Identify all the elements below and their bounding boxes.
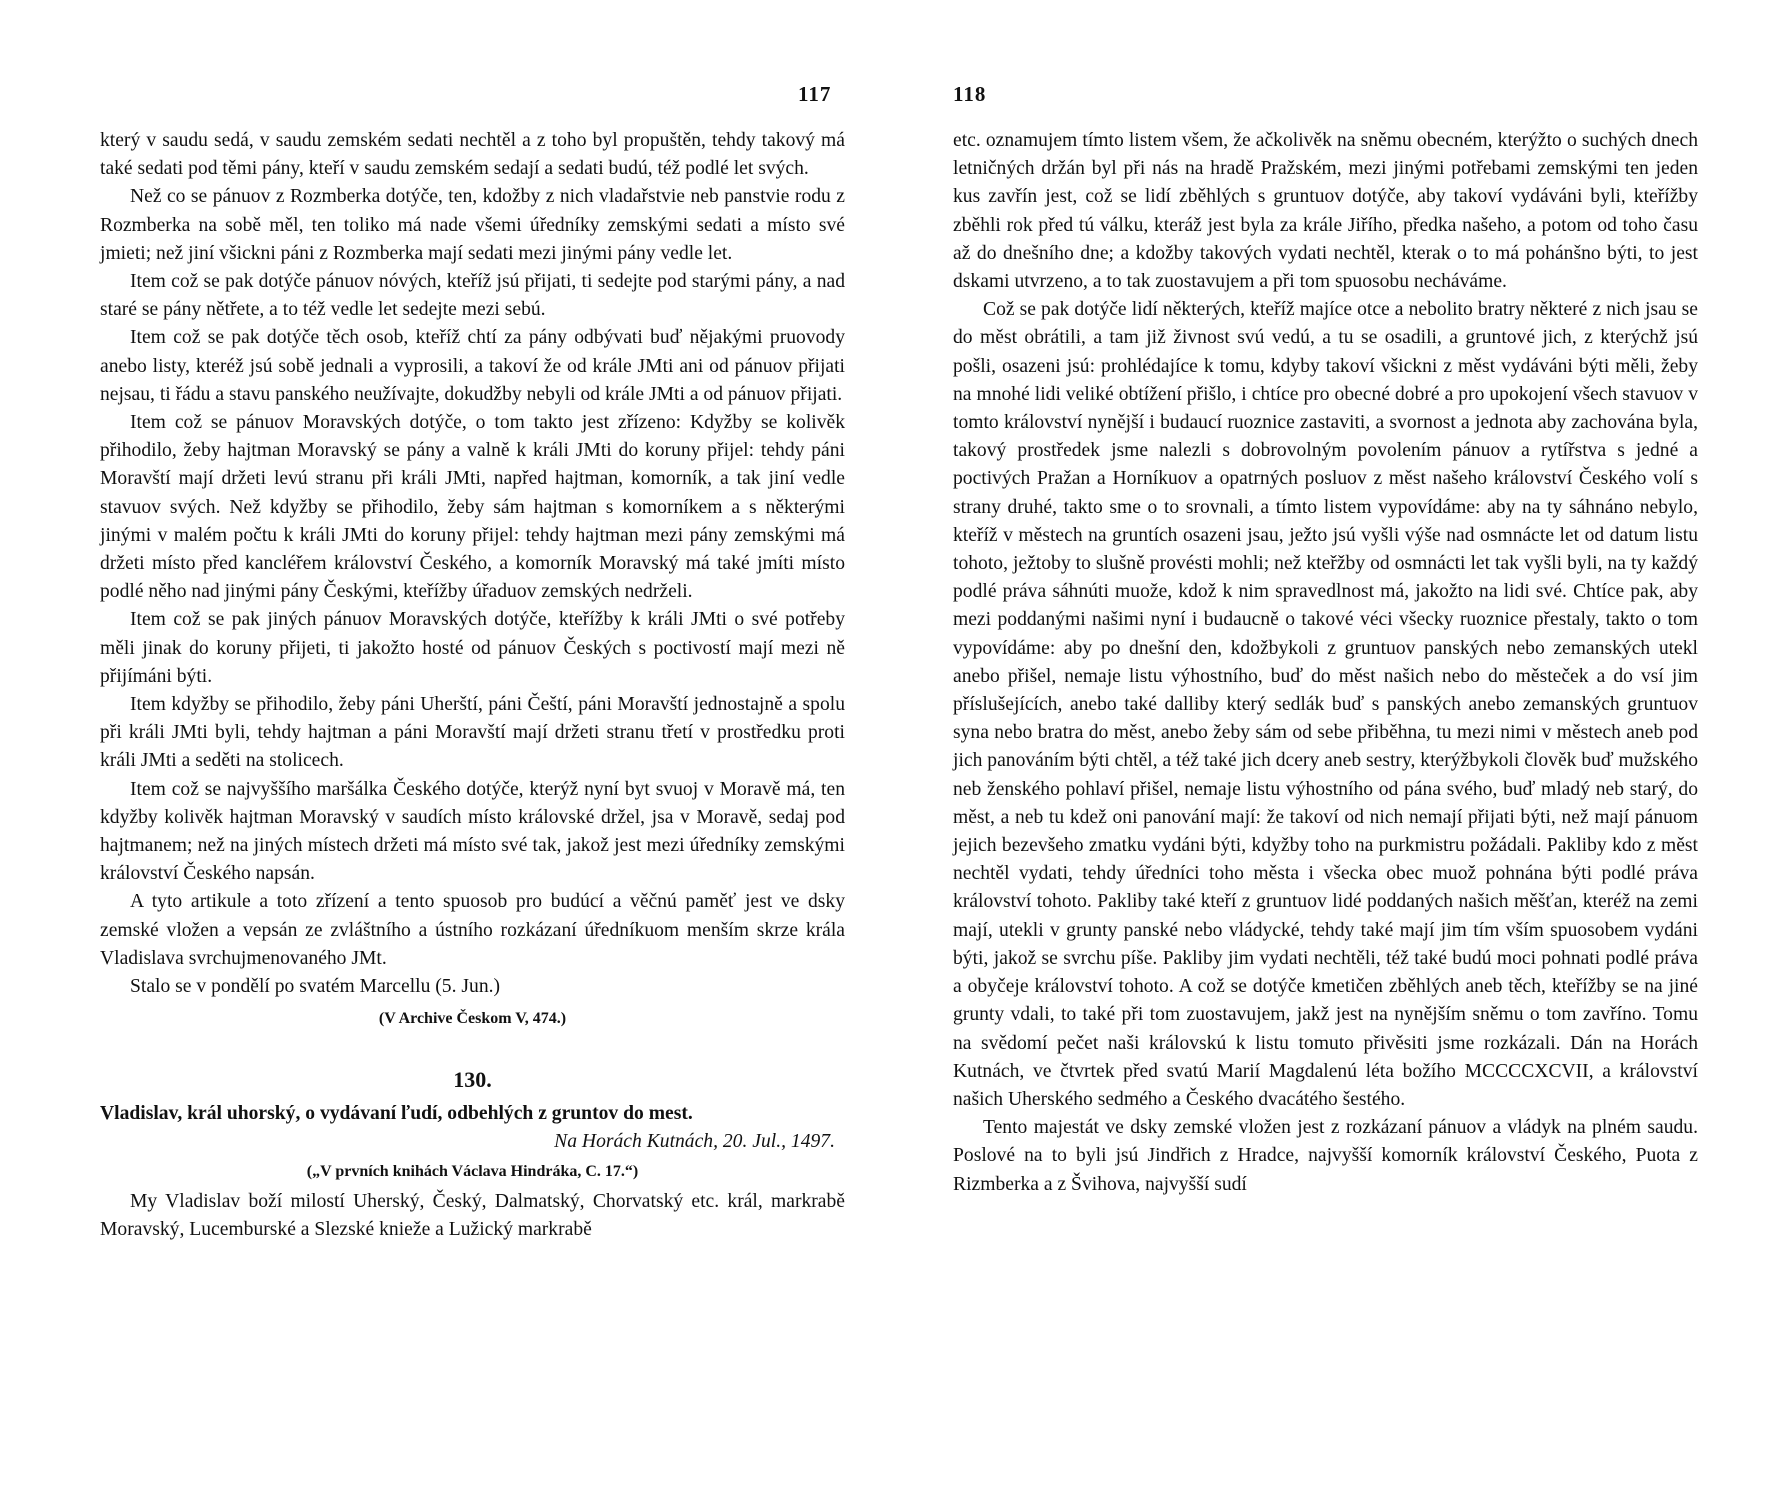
source-note: („V prvních knihách Václava Hindráka, C. 17.“) [306, 1162, 639, 1180]
right-text-column [953, 127, 1698, 1199]
document-number: 130. [453, 1066, 492, 1092]
paragraph: My Vladislav boží milostí Uherský, Český, Dalmatský, Chorvatský etc. král, markrabě Moravský, Lucemburské a Slezské knieže a Lužický markrabě [100, 1191, 845, 1241]
paragraph: Item což se pak dotýče pánuov nóvých, kteříž jsú přijati, ti sedejte pod starými pány, a nad staré se pány nětřete, a to též vedle let sedejte mezi sebú. [100, 271, 845, 321]
paragraph: Item kdyžby se přihodilo, žeby páni Uherští, páni Čeští, páni Moravští jednostajně a spolu při králi JMti byli, tehdy hajtman a páni Moravští mají držeti stranu třetí v prostředku proti králi JMti a seděti na stolicech. [100, 694, 845, 772]
paragraph: Item což se najvyššího maršálka Českého dotýče, kterýž nyní byt svuoj v Moravě má, ten kdyžby kolivěk hajtman Moravský v saudích místo královské držel, jsa v Moravě, sedaj pod hajtmanem; než na jiných místech držeti má místo své tak, jakož jest mezi úředníky zemskými království Českého napsán. [100, 778, 845, 885]
paragraph: Než co se pánuov z Rozmberka dotýče, ten, kdožby z nich vladařstvie neb panstvie rodu z Rozmberka na sobě měl, ten toliko má nade všemi úředníky zemskými sedati a místo své jmieti; než jiní všickni páni z Rozmberka mají sedati mezi jinými pány vedle let. [100, 186, 845, 264]
paragraph: Stalo se v pondělí po svatém Marcellu (5. Jun.) [130, 976, 501, 998]
paragraph: etc. oznamujem tímto listem všem, že ačkolivěk na sněmu obecném, kterýžto o suchých dnech letničných držán byl při nás na hradě Pražském, mezi jinými potřebami zemskými ten jeden kus zavřín jest, což se lidí zběhlých s gruntuov dotýče, aby takoví vydáváni byli, kteřížby zběhli rok před tú válku, kteráž jest byla za krále Jiřího, předka našeho, a potom od toho času až do dnešního dne; a kdožby takových vydati nechtěl, kterak o to má pohánšno býti, to jest dskami utvrzeno, a to tak zuostavujem a při tom spuosobu necháváme. [953, 130, 1698, 293]
paragraph: Item což se pánuov Moravských dotýče, o tom takto jest zřízeno: Kdyžby se kolivěk přihodilo, žeby hajtman Moravský se pány a valně k králi JMti do koruny přijel: tehdy páni Moravští mají držeti levú stranu při králi JMti, napřed hajtman, komorník, a tak jiní vedle stavuov svých. Než kdyžby se přihodilo, žeby sám hajtman s komorníkem a s některými jinými v malém počtu k králi JMti do koruny přijel: tehdy hajtman mezi pány zemskými má držeti místo před kancléřem království Českého, a komorník Moravský má také jmíti místo podlé něho nad jinými pány Českými, kteřížby úřaduov zemských nedrželi. [100, 412, 845, 603]
left-text-column [100, 127, 845, 1245]
page-number-left: 117 [798, 82, 832, 106]
document-regest: Vladislav, král uhorský, o vydávaní ľudí, odbehlých z gruntov do mest. [100, 1102, 693, 1124]
paragraph: který v saudu sedá, v saudu zemském sedati nechtěl a z toho byl propuštěn, tehdy takový má také sedati pod těmi pány, kteří v saudu zemském sedají a sedati budú, též podlé let svých. [100, 130, 845, 180]
citation: (V Archive Českom V, 474.) [378, 1010, 567, 1028]
place-date: Na Horách Kutnách, 20. Jul., 1497. [554, 1130, 835, 1152]
page-number-right: 118 [953, 82, 987, 106]
paragraph: Item což se pak jiných pánuov Moravských dotýče, kteřížby k králi JMti o své potřeby měli jinak do koruny přijeti, ti jakožto hosté od pánuov Českých s poctivostí mají mezi ně přijímáni býti. [100, 609, 845, 687]
paragraph: Tento majestát ve dsky zemské vložen jest z rozkázaní pánuov a vládyk na plném saudu. Poslové na to byli jsú Jindřich z Hradce, najvyšší komorník království Českého, Puota z Rizmberka a z Švihova, najvyšší sudí [953, 1117, 1698, 1195]
paragraph: Item což se pak dotýče těch osob, kteříž chtí za pány odbývati buď nějakými pruovody anebo listy, kteréž jsú sobě jednali a vyprosili, a takoví že od krále JMti ani od pánuov přijati nejsau, ti řádu a stavu panského neužívajte, dokudžby nebyli od krále JMti a od pánuov přijati. [100, 327, 845, 405]
paragraph: A tyto artikule a toto zřízení a tento spuosob pro budúcí a věčnú paměť jest ve dsky zemské vložen a vepsán ze zvláštního a ústního rozkázaní úředníkuom menším skrze krála Vladislava svrchujmenovaného JMt. [100, 891, 845, 969]
paragraph: Což se pak dotýče lidí některých, kteříž majíce otce a nebolito bratry některé z nich jsau se do měst obrátili, a tam již živnost svú vedú, a tu se osadili, a gruntové jich, z kterýchž jsú pošli, osazeni jsú: prohlédajíce k tomu, kdyby takoví všickni z měst vydáváni býti měli, žeby na mnohé lidi veliké obtížení přišlo, i chtíce pro obecné dobré a pro upokojení všech stavuov v tomto království nynější i budaucí ruoznice zastaviti, a svornost a jednota aby zachována byla, takový prostředek jsme nalezli s dobrovolným povolením pánuov a rytířstva s jedné a poctivých Pražan a Horníkuov a opatrných posluov z měst našeho království Českého volí s strany druhé, takto sme o to srovnali, a tímto listem vypovídáme: aby na ty sáhnáno nebylo, kteříž v městech na gruntích osazeni jsau, ježto jsú vyšli výše nad osmnácte let od datum listu tohoto, ježtoby to slušně provésti mohli; než kteřžby od osmnácti let tak vyšli byli, na ty každý podlé práva sáhnúti muože, kdož k nim spravedlnost má, jakožto na lidi své. Chtíce pak, aby mezi poddanými našimi nyní i budaucně o takové véci všecky ruoznice přestaly, takto o tom vypovídáme: aby po dnešní den, kdožbykoli z gruntuov panských nebo zemanských utekl anebo přišel, nemaje listu výhostního, buď do měst našich nebo do městeček a do vsí jim příslušejících, anebo také dalliby který sedlák buď s panských anebo zemanských gruntuov syna nebo bratra do měst, anebo žeby sám od sebe přiběhna, tu mezi nimi v městech aneb pod jich panováním býti chtěl, a též také jich dcery aneb sestry, kterýžbykoli člověk buď mužského neb ženského pohlaví přišel, nemaje listu výhostního od pána svého, buď mladý neb starý, do měst, a neb tu kdež oni panování mají: že takoví od nich nemají přijati býti, než mají pánuom jejich bezevšeho zmatku vydáni býti, kdyžby toho na purkmistru požádali. Pakliby kdo z měst nechtěl vydati, tehdy úředníci toho města i všecka obec muož pohnána býti podlé práva království tohoto. Pakliby také kteří z gruntuov lidé poddaných našich měšťan, kteréž na zemi mají, utekli v grunty panské nebo vládycké, tehdy také mají jim tím vším spuosobem vydáni býti, jakož se svrchu píše. Pakliby jim vydati nechtěli, též také budú moci pohnati podlé práva a obyčeje království tohoto. A což se dotýče kmetičen zběhlých aneb těch, kteřížby se na jiné grunty vdali, to také při tom zuostavujem, jakž jest na nynějším sněmu o tom zavříno. Tomu na svědomí pečet naši královskú k listu tomuto přivěsiti jsme rozkázali. Dán na Horách Kutnách, ve čtvrtek před svatú Marií Magdalenú léta božího MCCCCXCVII, a království našich Uherského sedmého a Českého dvacátého šestého. [953, 299, 1698, 1110]
